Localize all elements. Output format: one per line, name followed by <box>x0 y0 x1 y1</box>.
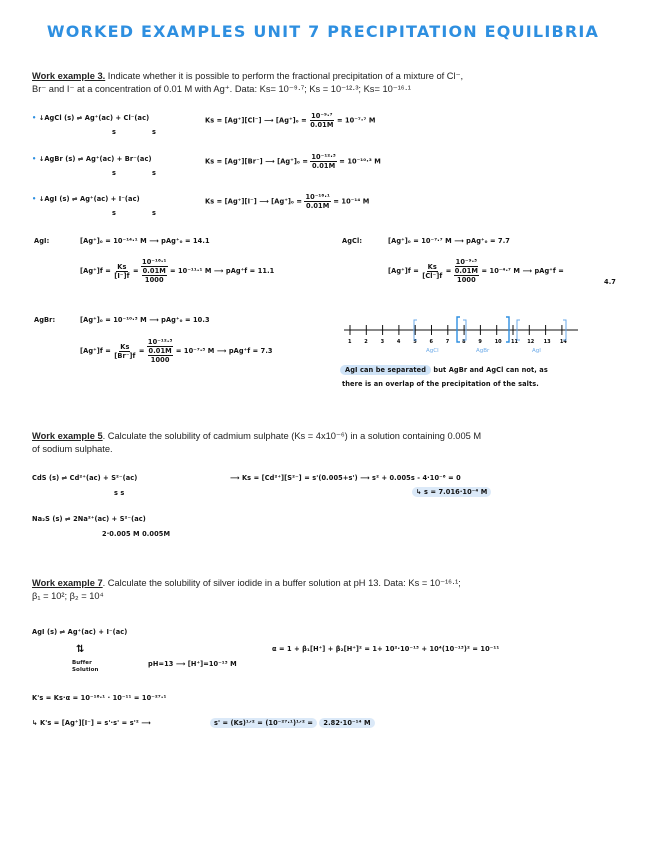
agi-label: AgI: <box>34 237 50 245</box>
example-5-label: Work example 5 <box>32 431 103 441</box>
na2s-conc: 2·0.005 M 0.005M <box>102 530 171 538</box>
agi-fraction: $\frac{\text{10⁻¹⁶·¹}}{0.01M}$ <box>305 193 330 210</box>
agcl-initial: [Ag⁺]₀ = 10⁻⁷·⁷ M ⟶ pAg⁺₀ = 7.7 <box>388 237 510 245</box>
agcl-s: s <box>112 128 117 136</box>
agi-final: [Ag⁺]f = $\frac{Ks}{[I^-]f}$ = 10⁻¹⁶·¹ 0.01M 1000 = 10⁻¹¹·¹ M ⟶ pAg⁺f = 11.1 <box>80 258 275 284</box>
solution-label: Solution <box>72 667 99 673</box>
cds-s: s s <box>114 489 125 497</box>
agbr-fraction: $\frac{\text{10⁻¹²·³}}{0.01M}$ <box>311 153 336 170</box>
example-7-label: Work example 7 <box>32 578 103 588</box>
scale-number: 8 <box>462 339 466 345</box>
scale-number: 4 <box>396 339 401 345</box>
cds-ks: ⟶ Ks = [Cd²⁺][S²⁻] = s'(0.005+s') ⟶ s² + 0.005s - 4·10⁻⁶ = 0 <box>230 474 461 482</box>
agcl-ks-expression: Ks = [Ag⁺][Cl⁻] ⟶ [Ag⁺]₀ = $\frac{\text{10⁻⁹·⁷}}{0.01M}$ = 10⁻⁷·⁷ M <box>205 112 376 129</box>
solubility-result: s' = (Ks)¹ᐟ² = (10⁻²⁷·¹)¹ᐟ² = 2.82·10⁻¹⁴ M <box>210 719 375 727</box>
scale-label-agi: AgI <box>532 348 541 354</box>
conclusion-highlight: AgI can be separated <box>340 365 431 375</box>
agbr-ks-expression: Ks = [Ag⁺][Br⁻] ⟶ [Ag⁺]₀ = $\frac{\text{10⁻¹²·³}}{0.01M}$ = 10⁻¹⁰·³ M <box>205 153 381 170</box>
agcl-pagf: 4.7 <box>604 278 616 286</box>
buffer-label: Buffer <box>72 660 92 666</box>
agbr-equilibrium: • ↓AgBr (s) ⇌ Ag⁺(ac) + Br⁻(ac) <box>32 155 152 163</box>
scale-number: 2 <box>364 339 368 345</box>
agbr-s: s <box>152 169 157 177</box>
ks-prime: K's = Ks·α = 10⁻¹⁶·¹ · 10⁻¹¹ = 10⁻²⁷·¹ <box>32 694 167 702</box>
scale-number: 12 <box>527 339 535 345</box>
agcl-equilibrium <box>32 114 149 122</box>
example-3-statement <box>32 70 472 96</box>
agbr-initial: [Ag⁺]₀ = 10⁻¹⁰·³ M ⟶ pAg⁺₀ = 10.3 <box>80 316 210 324</box>
agi-s: s <box>112 209 117 217</box>
agcl-eq: ↓AgCl (s) ⇌ Ag⁺(ac) + Cl⁻(ac) <box>38 114 150 122</box>
conclusion-line-1: AgI can be separated but AgBr and AgCl can not, as <box>340 366 548 374</box>
example-3-label: Work example 3. <box>32 71 106 81</box>
example-7-statement: Work example 7. Calculate the solubility of silver iodide in a buffer solution at pH 13. Data: Ks = 10⁻¹⁶·¹; β₁ = 10²; β₂ = 10⁴ <box>32 578 461 601</box>
page-title: WORKED EXAMPLES UNIT 7 PRECIPITATION EQUILIBRIA <box>46 22 600 41</box>
bullet-icon: • <box>32 155 37 163</box>
agi-s: s <box>152 209 157 217</box>
example-5-statement: Work example 5. Calculate the solubility of cadmium sulphate (Ks = 4x10⁻⁶) in a solution containing 0.005 M of sodium sulphate. <box>32 431 482 454</box>
alpha-expression: α = 1 + β₁[H⁺] + β₂[H⁺]² = 1+ 10²·10⁻¹³ + 10⁴(10⁻¹³)² = 10⁻¹¹ <box>272 645 500 653</box>
agbr-label: AgBr: <box>34 316 56 324</box>
bullet-icon: • <box>32 114 37 122</box>
scale-number: 10 <box>494 339 502 345</box>
bullet-icon: • <box>32 195 37 203</box>
scale-number: 14 <box>559 339 567 345</box>
scale-number: 1 <box>348 339 352 345</box>
agcl-s: s <box>152 128 157 136</box>
scale-number: 9 <box>478 339 482 345</box>
agi-dissolution: AgI (s) ⇌ Ag⁺(ac) + I⁻(ac) <box>32 628 128 636</box>
example-3-text: Indicate whether it is possible to perform the fractional precipitation of a mixture of Cl⁻, Br⁻ and I⁻ at a concentration of 0.01 M with Ag⁺. Data: Ks= 10⁻⁹·⁷; Ks = 10⁻¹²·³; Ks= 10⁻¹⁶·¹ <box>32 71 464 94</box>
scale-number: 11 <box>511 339 518 345</box>
agi-ks-expression: Ks = [Ag⁺][I⁻] ⟶ [Ag⁺]₀ = $\frac{\text{10⁻¹⁶·¹}}{0.01M}$ = 10⁻¹⁴ M <box>205 193 370 210</box>
scale-number: 13 <box>543 339 551 345</box>
scale-label-agcl: AgCl <box>426 348 439 354</box>
pag-scale <box>340 312 590 358</box>
agbr-final: [Ag⁺]f = $\frac{Ks}{[Br^-]f}$ = 10⁻¹²·³ 0.01M 1000 = 10⁻⁷·³ M ⟶ pAg⁺f = 7.3 <box>80 338 273 364</box>
equilibrium-arrow-icon: ⇅ <box>76 644 85 655</box>
agcl-label: AgCl: <box>342 237 363 245</box>
agcl-final: [Ag⁺]f = $\frac{Ks}{[Cl^-]f}$ = 10⁻⁹·³ 0.01M 1000 = 10⁻⁴·⁷ M ⟶ pAg⁺f = <box>388 258 564 284</box>
scale-number: 5 <box>413 339 417 345</box>
scale-label-agbr: AgBr <box>476 348 490 354</box>
conclusion-line-2: there is an overlap of the precipitation of the salts. <box>342 380 539 388</box>
agi-initial: [Ag⁺]₀ = 10⁻¹⁴·¹ M ⟶ pAg⁺₀ = 14.1 <box>80 237 210 245</box>
agi-equilibrium: • ↓AgI (s) ⇌ Ag⁺(ac) + I⁻(ac) <box>32 195 140 203</box>
agbr-s: s <box>112 169 117 177</box>
scale-number: 6 <box>429 339 433 345</box>
ph-expression: pH=13 ⟶ [H⁺]=10⁻¹³ M <box>148 660 237 668</box>
scale-number: 3 <box>380 339 385 345</box>
scale-number: 7 <box>445 339 450 345</box>
ks-prime-expression: ↳ K's = [Ag⁺][I⁻] = s'·s' = s'² ⟶ <box>32 719 151 727</box>
agcl-fraction: $\frac{\text{10⁻⁹·⁷}}{0.01M}$ <box>310 112 334 129</box>
cds-result: ↳ s = 7.016·10⁻⁴ M <box>412 488 491 496</box>
na2s-equilibrium: Na₂S (s) ⇌ 2Na²⁺(ac) + S²⁻(ac) <box>32 515 146 523</box>
cds-equilibrium: CdS (s) ⇌ Cd²⁺(ac) + S²⁻(ac) <box>32 474 138 482</box>
